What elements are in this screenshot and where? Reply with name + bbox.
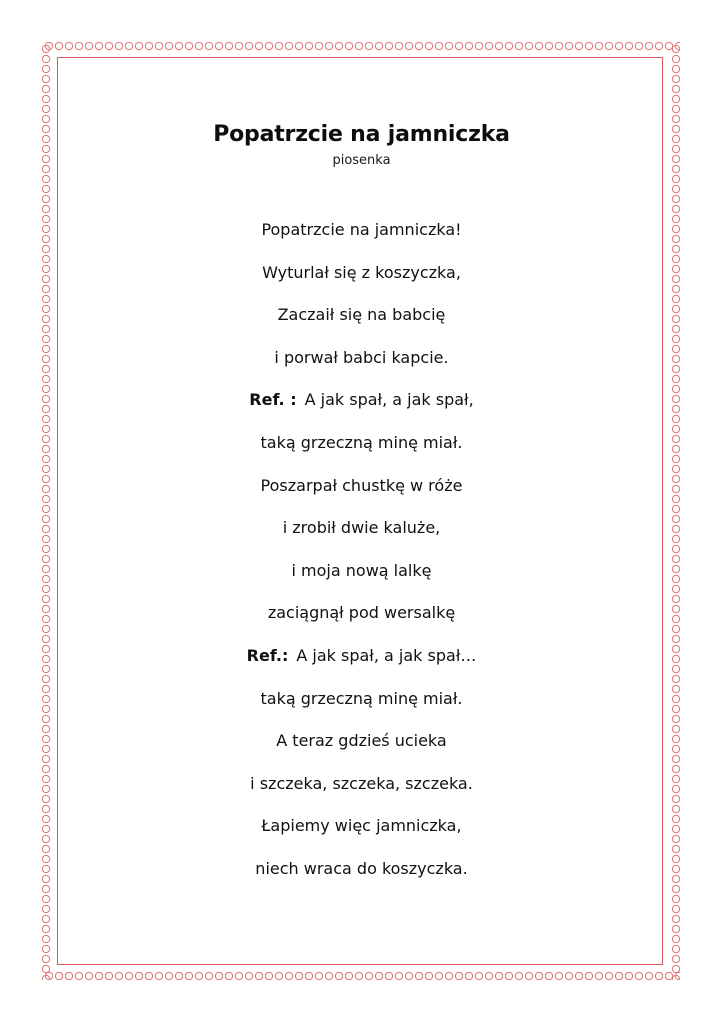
lyric-line [0,600,723,643]
lyric-text: i zrobił dwie kaluże, [282,518,441,538]
lyric-text: taką grzeczną minę miał. [260,432,463,452]
lyric-line [0,686,723,729]
lyric-text: niech wraca do koszyczka. [255,858,468,878]
lyric-text: A jak spał, a jak spał… [296,645,477,665]
song-subtitle: piosenka [332,153,391,168]
lyric-line [0,771,723,814]
lyric-text: Poszarpał chustkę w róże [260,475,463,495]
lyric-line [0,387,723,430]
lyric-line [0,302,723,345]
lyric-text: i szczeka, szczeka, szczeka. [250,773,473,793]
lyric-line [0,813,723,856]
lyric-text: taką grzeczną minę miał. [260,688,463,708]
lyric-line [0,473,723,516]
song-title: Popatrzcie na jamniczka [213,122,510,147]
lyric-text: i moja nową lalkę [291,560,432,580]
lyrics-list [0,217,723,899]
lyric-line [0,515,723,558]
lyric-text: A jak spał, a jak spał, [304,390,474,410]
lyric-text: A teraz gdzieś ucieka [276,731,447,751]
lyric-line [0,345,723,388]
lyric-line [0,217,723,260]
lyric-text: Łapiemy więc jamniczka, [261,816,462,836]
decorative-border-top [44,40,680,52]
lyric-text: Popatrzcie na jamniczka! [261,220,462,239]
lyric-text: Wyturlał się z koszyczka, [262,262,461,282]
lyric-line [0,643,723,686]
refrain-label: Ref. : [249,390,297,410]
refrain-label: Ref.: [246,645,289,665]
lyric-line [0,558,723,601]
lyric-line [0,260,723,303]
decorative-border-bottom [44,970,680,982]
lyric-text: zaciągnął pod wersalkę [267,603,456,623]
lyric-line [0,430,723,473]
lyric-line [0,728,723,771]
lyric-text: i porwał babci kapcie. [274,347,449,367]
lyric-line [0,856,723,899]
lyric-text: Zaczaił się na babcię [277,305,446,325]
